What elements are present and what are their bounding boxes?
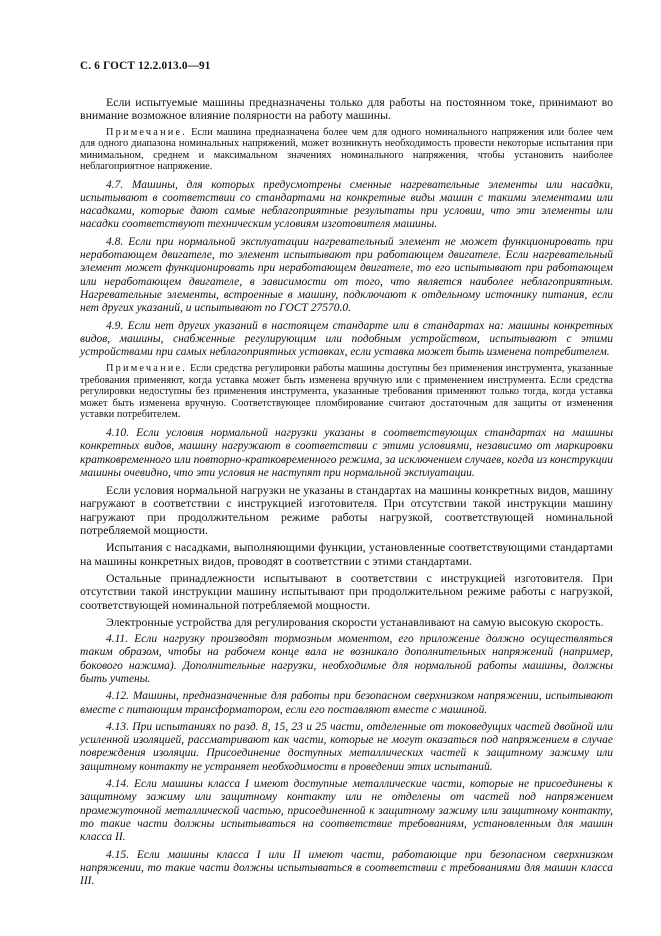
clause-4-14: 4.14. Если машины класса I имеют доступные металлические части, которые не присоединены к защитному зажиму или защитному контакту или не отделены от частей под напряжением промежуточной металлической частью, присоединенной к защитному зажиму или защитному контакту, то такие части должны испытываться на соответствие требованиям, установленным для машин класса II. xyxy=(80,778,613,844)
note-label: Примечание. xyxy=(106,363,188,375)
document-body xyxy=(80,96,613,892)
clause-4-11: 4.11. Если нагрузку производят тормозным моментом, его приложение должно осуществляться таким образом, чтобы на рабочем конце вала не возникало дополнительных напряжений (например, бокового нажима). Дополнительные нагрузки, необходимые для нормальной работы машины, должны быть учтены. xyxy=(80,633,613,685)
paragraph: Электронные устройства для регулирования скорости устанавливают на самую высокую скорость. xyxy=(106,614,604,629)
clause-4-12: 4.12. Машины, предназначенные для работы при безопасном сверхнизком напряжении, испытывают вместе с питающим трансформатором, если его поставляют вместе с машиной. xyxy=(80,690,613,716)
note-text: Если машина предназначена более чем для одного номинального напряжения или более чем для одного диапазона номинальных напряжений, может возникнуть необходимость провести некоторые испытания при минимальном, среднем и максимальном значениях номинального напряжения, чтобы установить наиболее неблагоприятное напряжение. xyxy=(80,126,613,173)
paragraph: Если условия нормальной нагрузки не указаны в стандартах на машины конкретных видов, машину нагружают в соответствии с инструкцией изготовителя. При отсутствии такой инструкции машину нагружают при продолжительном режиме работы нагрузкой, соответствующей номинальной потребляемой мощности. xyxy=(80,483,613,538)
clause-4-9: 4.9. Если нет других указаний в настоящем стандарте или в стандартах на: машины конкретных видов, машины, снабженные регулирующим или подобным устройством, испытывают с этими устройствами при самых неблагоприятных уставках, если уставка может быть изменена потребителем. xyxy=(80,319,613,359)
note-paragraph xyxy=(80,127,613,173)
clause-4-8: 4.8. Если при нормальной эксплуатации нагревательный элемент не может функционировать при неработающем двигателе, то элемент испытывают при работающем двигателе. Если нагревательный элемент может функционировать при неработающем двигателе, то его испытывают при работающем или неработающем двигателе, в зависимости от того, что является наиболее неблагоприятным. Нагревательные элементы, встроенные в машину, подключают к отдельному источнику питания, если нет других указаний, и испытывают по ГОСТ 27570.0. xyxy=(80,235,613,315)
note-text: Если средства регулировки работы машины доступны без применения инструмента, указанные требования применяют, когда уставка может быть изменена вручную или с применением инструмента. Если средства регулировки недоступны без применения инструмента, указанные требования применяют только тогда, когда уставка может быть изменена вручную. Соответствующее пломбирование считают достаточным для защиты от изменения уставки потребителем. xyxy=(80,363,613,421)
clause-4-10: 4.10. Если условия нормальной нагрузки указаны в соответствующих стандартах на машины конкретных видов, машину нагружают в соответствии с этими условиями, независимо от маркировки кратковременного или повторно-кратковременного режима, за исключением случаев, когда из конструкции машины очевидно, что эти условия не наступят при нормальной эксплуатации. xyxy=(80,426,613,479)
clause-4-15: 4.15. Если машины класса I или II имеют части, работающие при безопасном сверхнизком напряжении, то такие части должны испытываться в соответствии с требованиями для машин класса III. xyxy=(80,848,613,888)
note-label: Примечание. xyxy=(106,126,188,138)
note-paragraph xyxy=(80,363,613,421)
paragraph: Если испытуемые машины предназначены только для работы на постоянном токе, принимают во внимание возможное влияние полярности на работу машины. xyxy=(80,95,613,123)
clause-4-7: 4.7. Машины, для которых предусмотрены сменные нагревательные элементы или насадки, испытывают в соответствии со стандартами на конкретные виды машин с такими элементами или насадками, которые дают самые неблагоприятные результаты при условии, что эти элементы или насадки соответствуют техническим условиям изготовителя машины. xyxy=(80,178,613,231)
paragraph: Остальные принадлежности испытывают в соответствии с инструкцией изготовителя. При отсутствии такой инструкции машину испытывают при продолжительном режиме работы с нагрузкой, соответствующей номинальной потребляемой мощности. xyxy=(80,570,613,612)
clause-4-13: 4.13. При испытаниях по разд. 8, 15, 23 и 25 части, отделенные от токоведущих частей двойной или усиленной изоляцией, рассматривают как части, которые не могут оказаться под напряжением в случае повреждения изоляции. Присоединение доступных металлических частей к защитному зажиму или защитному контакту не устраняет необходимости в проведении этих испытаний. xyxy=(80,720,613,773)
paragraph: Испытания с насадками, выполняющими функции, установленные соответствующими стандартами на машины конкретных видов, проводят в соответствии с этими стандартами. xyxy=(80,540,613,568)
page-header: С. 6 ГОСТ 12.2.013.0—91 xyxy=(80,60,211,72)
